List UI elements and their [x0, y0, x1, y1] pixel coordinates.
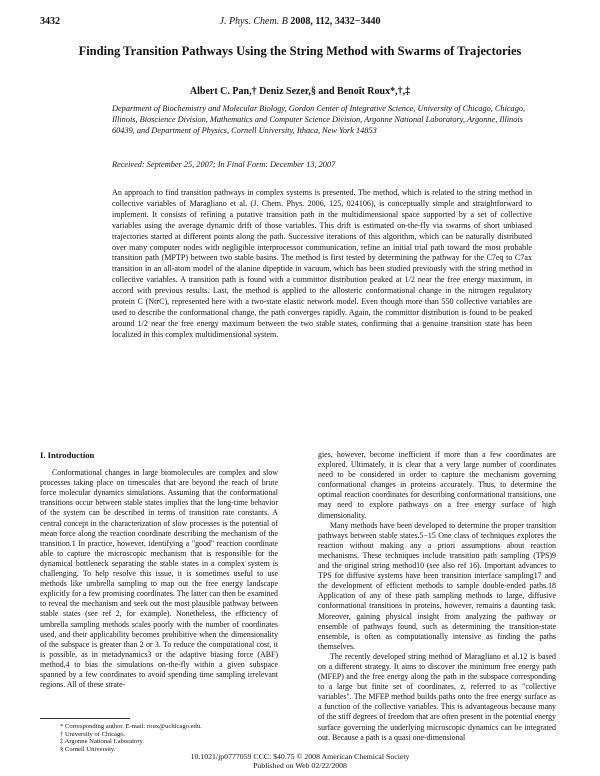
author-list: Albert C. Pan,† Deniz Sezer,§ and Benoît Roux*,†,‡	[189, 86, 411, 97]
left-column	[40, 450, 278, 690]
journal-volume: 2008, 112, 3432−3440	[290, 16, 381, 27]
received-dates: Received: September 25, 2007; In Final Form: December 13, 2007	[112, 160, 336, 169]
publication-info	[40, 752, 560, 770]
footnote: § Cornell University.	[60, 745, 116, 753]
footnote: ‡ Argonne National Laboratory.	[60, 738, 145, 746]
affiliations: Department of Biochemistry and Molecular Biology, Gordon Center of Integrative Science, University of Chicago, Chicago, Illinois, Bioscience Division, Mathematics and Computer Science Division, Argonne National Laboratory, Argonne, Illinois 60439, and Department of Physics, Cornell University, Ithaca, New York 14853	[112, 104, 526, 135]
right-column	[318, 450, 556, 743]
body-paragraph: gies, however, become inefficient if more than a few coordinates are explored. Ultimately, it is clear that a very large number of coordinates need to be considered in order to capture the mechanism governing conformational changes in proteins accurately. Thus, to determine the optimal reaction coordinates for describing conformational transitions, one may need to explore pathways on a free energy surface of high dimensionality.	[318, 450, 556, 520]
body-paragraph: The recently developed string method of Maragliano et al.12 is based on a different strategy. It aims to discover the minimum free energy path (MFEP) and the free energy along the path in the subspace corresponding to a large but finite set of coordinates, z, referred to as "collective variables". The MFEP method builds paths onto the free energy surface as a function of the collective variables. This is advantageous because many of the stiff degrees of freedom that are often present in the potential energy surface governing the underlying microscopic dynamics can be integrated out. Because a path is a quasi one-dimensional	[318, 651, 556, 742]
page-number: 3432	[40, 16, 60, 27]
footnote: * Corresponding author. E-mail: roux@uchicago.edu.	[60, 723, 202, 730]
journal-name: J. Phys. Chem. B	[219, 16, 288, 27]
body-paragraph: Many methods have been developed to determine the proper transition pathways between stable states.5−15 One class of techniques explores the reaction without making any a priori assumptions about reaction mechanisms. These techniques include transition path sampling (TPS)9 and the original string method10 (see also ref 16). Important advances to TPS for diffusive systems have been transition interface sampling17 and the development of efficient methods to sample double-ended paths.18 Application of any of these path sampling methods to large, diffusive conformational transitions in proteins, however, remains a daunting task. Moreover, gaining physical insight from analyzing the pathway or ensemble of pathways found, such as determining the transition-state ensemble, is often as computationally intensive as finding the paths themselves.	[318, 520, 556, 651]
doi-line: 10.1021/jp0777059 CCC: $40.75 © 2008 American Chemical Society	[190, 752, 410, 761]
body-paragraph: Conformational changes in large biomolecules are complex and slow processes taking place on timescales that are beyond the reach of brute force molecular dynamics simulations. Assuming that the conformational transitions occur between stable states implies that the long-time behavior of the system can be described in terms of transition rate constants. A central concept in the characterization of slow processes is the potential of mean force along the reaction coordinate describing the mechanism of the transition.1 In practice, however, identifying a "good" reaction coordinate able to capture the microscopic mechanism that is responsible for the dynamical bottleneck separating the stable states in a complex system is challenging. To help resolve this issue, it is sometimes useful to use methods like umbrella sampling to map out the free energy landscape explicitly for a few promising coordinates. The latter can then be examined to reveal the mechanism and seek out the most plausible pathway between stable states (see ref 2, for example). Nonetheless, the efficiency of umbrella sampling methods scales poorly with the number of coordinates used, and their applicability becomes prohibitive when the dimensionality of the subspace is greater than 2 or 3. To reduce the computational cost, it is possible, as in metadynamics3 or the adaptive biasing force (ABF) method,4 to bias the simulations on-the-fly within a given subspace spanned by a few coordinates to avoid spending time sampling irrelevant regions. All of these strate-	[40, 468, 278, 690]
article-title: Finding Transition Pathways Using the String Method with Swarms of Trajectories	[78, 44, 522, 58]
page-header	[40, 16, 560, 30]
published-line: Published on Web 02/22/2008	[253, 761, 347, 770]
footnotes	[60, 723, 280, 753]
footnote: † University of Chicago.	[60, 730, 126, 738]
journal-citation	[40, 16, 560, 27]
section-heading: I. Introduction	[40, 450, 95, 460]
abstract: An approach to find transition pathways in complex systems is presented. The method, which is related to the string method in collective variables of Maragliano et al. (J. Chem. Phys. 2006, 125, 024106), is conceptually simple and straightforward to implement. It consists of refining a putative transition path in the multidimensional space supported by a set of collective variables using the average dynamic drift of those variables. This drift is estimated on-the-fly via swarms of short unbiased trajectories started at different points along the path. Successive iterations of this algorithm, which can be naturally distributed over many computer nodes with negligible interprocessor communication, refine an initial trial path toward the most probable transition path (MPTP) between two stable basins. The method is first tested by determining the pathway for the C7eq to C7ax transition in an all-atom model of the alanine dipeptide in vacuum, which has been studied previously with the string method in collective variables. A transition path is found with a committor distribution peaked at 1/2 near the free energy maximum, in accord with previous results. Last, the method is applied to the allosteric conformational change in the nitrogen regulatory protein C (NtrC), represented here with a two-state elastic network model. Even though more than 550 collective variables are used to describe the conformational change, the path converges rapidly. Again, the committor distribution is found to be peaked around 1/2 near the free energy maximum between the two stable states, confirming that a genuine transition state has been localized in this complex multidimensional system.	[112, 188, 532, 339]
footnote-divider	[40, 718, 130, 719]
